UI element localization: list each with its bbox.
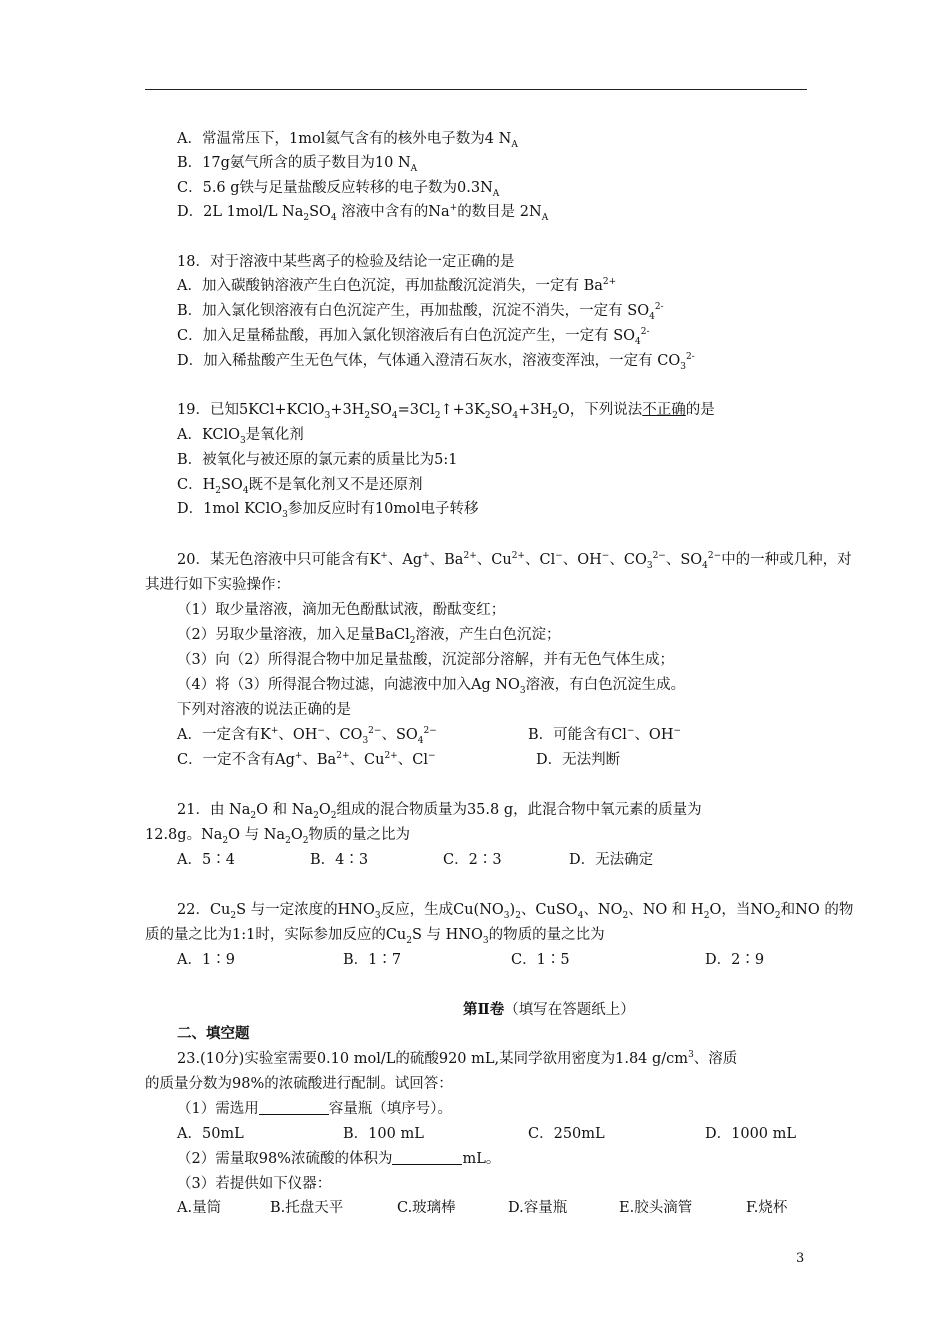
q21-stem-line2: 12.8g。$Na_2O$ 与 $Na_2O_2$物质的量之比为: [145, 827, 410, 846]
q20-option-d: D．无法判断: [536, 752, 621, 768]
q23-option-d: D．1000 mL: [705, 1126, 797, 1142]
q20-step-2: （2）另取少量溶液，加入足量BaCl$_2$溶液，产生白色沉淀；: [177, 627, 561, 646]
q23-option-b: B．100 mL: [343, 1126, 424, 1142]
q23-instrument-c: C.玻璃棒: [397, 1200, 456, 1216]
q23-stem-line1: 23.(10分)实验室需要0.10 mol/L的硫酸920 mL,某同学欲用密度为1.84 $g/cm^3$、溶质: [177, 1050, 738, 1067]
q22-option-b: B．1∶7: [343, 952, 402, 968]
q19-option-c: C．$H_2SO_4$既不是氧化剂又不是还原剂: [177, 477, 423, 496]
q18-option-d: D．加入稀盐酸产生无色气体，气体通入澄清石灰水，溶液变浑浊，一定有 $CO_3^{2-}$: [177, 352, 695, 372]
q23-option-a: A．50mL: [177, 1126, 244, 1142]
q20-stem-line1: 20．某无色溶液中只可能含有K+、Ag+、$Ba^{2+}$、$Cu^{2+}$、Cl−、OH−、$CO_3^{2-}$、$SO_4^{2-}$中的一种或几种，对: [177, 551, 852, 571]
q23-part-3: （3）若提供如下仪器：: [177, 1176, 332, 1192]
q20-option-c: C．一定不含有Ag+、$Ba^{2+}$、$Cu^{2+}$、Cl−: [177, 751, 436, 768]
q23-instrument-b: B.托盘天平: [270, 1200, 344, 1216]
q22-option-c: C．1∶5: [511, 952, 570, 968]
q23-option-c: C．250mL: [528, 1126, 605, 1142]
q19-stem: 19．已知$5KCl+KClO_3+3H_2SO_4=3Cl_2↑+3K_2SO_4+3H_2O$，下列说法不正确的是: [177, 402, 715, 421]
q17-option-a: A．常温常压下，1mol氦气含有的核外电子数为4 $N_A$: [177, 131, 518, 150]
q21-option-a: A．5∶4: [177, 852, 235, 868]
q20-option-a: A．一定含有K+、OH−、$CO_3^{2-}$、$SO_4^{2-}$: [177, 726, 437, 746]
q20-stem-line2: 其进行如下实验操作：: [145, 577, 290, 593]
q20-step-4: （4）将（3）所得混合物过滤，向滤液中加入Ag $NO_3$溶液，有白色沉淀生成。: [177, 677, 686, 696]
q23-stem-line2: 的质量分数为98%的浓硫酸进行配制。试回答：: [145, 1076, 453, 1092]
section-fill-in-title: 二、填空题: [177, 1025, 250, 1042]
q23-instrument-e: E.胶头滴管: [619, 1200, 693, 1216]
q18-option-b: B．加入氯化钡溶液有白色沉淀产生，再加盐酸，沉淀不消失，一定有 $SO_4^{2-}$: [177, 302, 664, 322]
q17-option-d: D．2L 1mol/L $Na_2SO_4$ 溶液中含有的Na+的数目是 $2N_A$: [177, 203, 549, 223]
q23-blank-1[interactable]: [259, 1100, 329, 1115]
q21-option-c: C．2∶3: [443, 852, 502, 868]
q17-option-b: B．17g氨气所含的质子数目为10 $N_A$: [177, 155, 418, 174]
q23-instrument-a: A.量筒: [177, 1200, 222, 1216]
page-number: 3: [796, 1251, 805, 1266]
q21-option-b: B．4∶3: [310, 852, 369, 868]
q20-option-b: B．可能含有Cl−、OH−: [528, 726, 682, 743]
q19-option-a: A．KClO$_3$是氧化剂: [177, 427, 304, 446]
q19-option-d: D．1mol KClO$_3$参加反应时有10mol电子转移: [177, 501, 479, 520]
q21-option-d: D．无法确定: [569, 852, 654, 868]
q23-part-1: （1）需选用 容量瓶（填序号）。: [177, 1101, 452, 1117]
header-rule: [145, 89, 807, 90]
q21-stem-line1: 21．由 $Na_2O$ 和 $Na_2O_2$组成的混合物质量为35.8 g，此混合物中氧元素的质量为: [177, 802, 702, 821]
q18-option-c: C．加入足量稀盐酸，再加入氯化钡溶液后有白色沉淀产生，一定有 $SO_4^{2-}$: [177, 327, 650, 347]
q20-step-1: （1）取少量溶液，滴加无色酚酞试液，酚酞变红；: [177, 602, 506, 618]
part2-title: 第Ⅱ卷（填写在答题纸上）: [463, 1001, 635, 1018]
q23-instrument-d: D.容量瓶: [508, 1200, 568, 1216]
q22-option-a: A．1∶9: [177, 952, 235, 968]
q23-part-2: （2）需量取98%浓硫酸的体积为 mL。: [177, 1151, 501, 1167]
q23-blank-2[interactable]: [392, 1150, 462, 1165]
q22-stem-line2: 质的量之比为1:1时，实际参加反应的$Cu_2S$ 与 $HNO_3$的物质的量之比为: [145, 927, 605, 946]
q18-option-a: A．加入碳酸钠溶液产生白色沉淀，再加盐酸沉淀消失，一定有 $Ba^{2+}$: [177, 277, 617, 294]
q23-instrument-f: F.烧杯: [746, 1200, 788, 1216]
q20-step-3: （3）向（2）所得混合物中加足量盐酸，沉淀部分溶解，并有无色气体生成；: [177, 652, 674, 668]
q19-option-b: B．被氧化与被还原的氯元素的质量比为5:1: [177, 452, 458, 468]
q18-stem: 18．对于溶液中某些离子的检验及结论一定正确的是: [177, 254, 515, 270]
q20-ask: 下列对溶液的说法正确的是: [177, 702, 351, 718]
q22-option-d: D．2∶9: [705, 952, 765, 968]
q17-option-c: C．5.6 g铁与足量盐酸反应转移的电子数为$0.3N_A$: [177, 180, 500, 199]
q22-stem-line1: 22．$Cu_2S$ 与一定浓度的$HNO_3$反应，生成$Cu(NO_3)_2$、CuSO$_4$、$NO_2$、NO 和 $H_2O$，当$NO_2$和NO 的物: [177, 902, 854, 921]
